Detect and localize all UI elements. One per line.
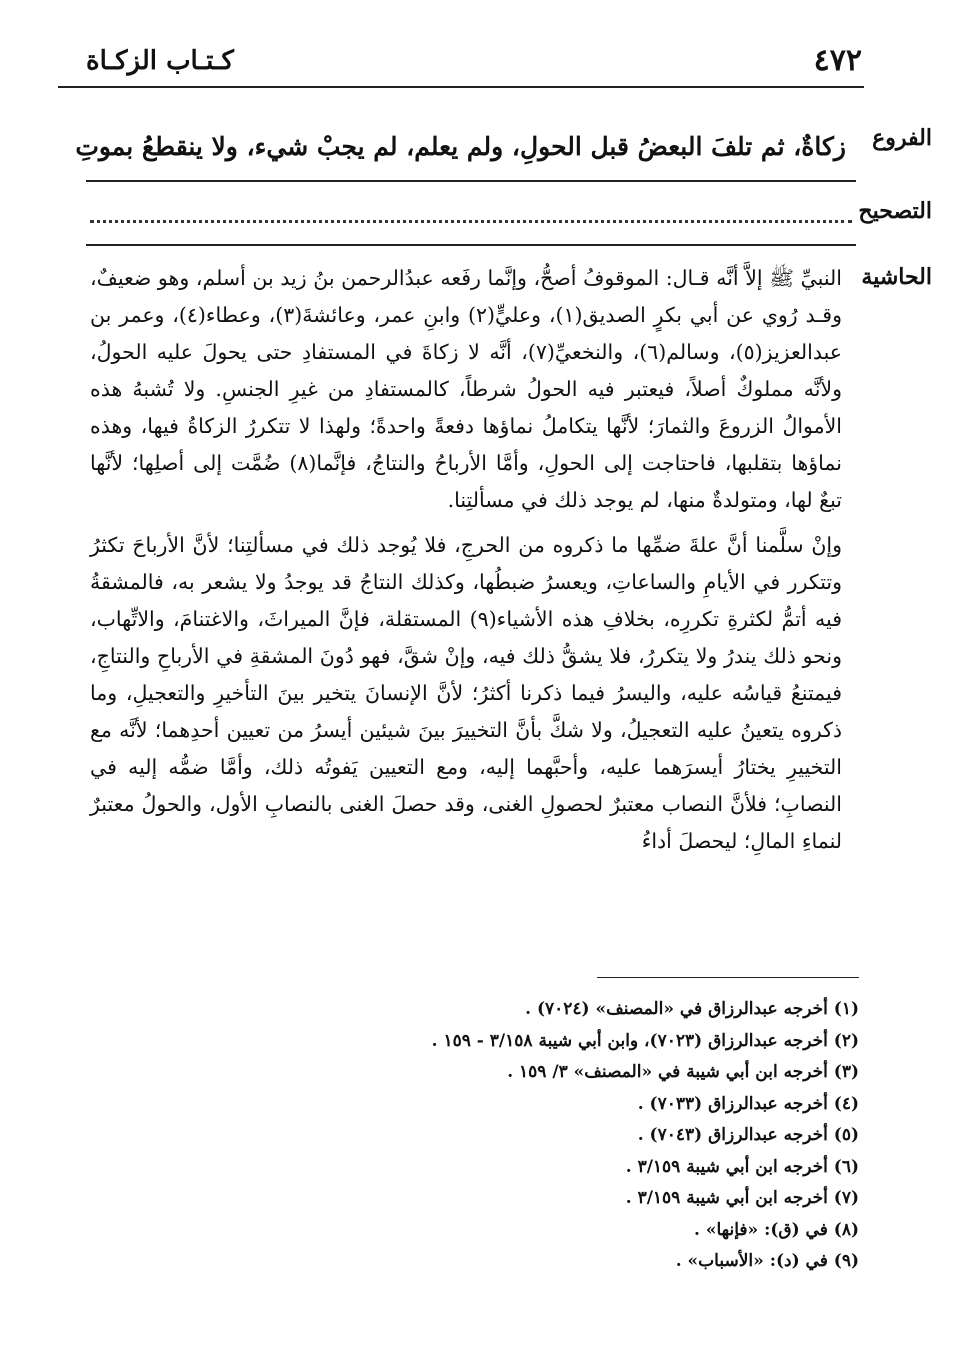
hashiya-paragraph: وإنْ سلَّمنا أنَّ علةَ ضمِّها ما ذكروه من الحرجِ، فلا يُوجد ذلك في مسألتِنا؛ لأنَّ الأرباحَ تكثرُ وتتكرر في الأيامِ والساعاتِ، ويعسرُ ضبطُها، وكذلك النتاجُ قد يوجدُ ولا يشعر به، فالمشقةُ فيه أتمُّ لكثرةِ تكررِه، بخلافِ هذه الأشياء(٩) المستقلة، فإنَّ الميراثَ، والاغتنامَ، والاتِّهاب، ونحو ذلك يندرُ ولا يتكررُ، فلا يشقُّ ذلك فيه، وإنْ شقَّ، فهو دُونَ المشقةِ في الأرباحِ والنتاجِ، فيمتنعُ قياسُه عليه، واليسرُ فيما ذكرنا أكثرُ؛ لأنَّ الإنسانَ يتخير بينَ التأخيرِ والتعجيلِ، وما ذكروه يتعينُ عليه التعجيلُ، ولا شكَّ بأنَّ التخييرَ بينَ شيئين أيسرُ من تعيين أحدِهما؛ لأنَّه مع التخييرِ يختارُ أيسرَهما عليه، وأحبَّهما إليه، ومع التعيين يَفوتُه ذلك، وأمَّا ضمُّه إليه في النصابِ؛ فلأنَّ النصاب معتبرٌ لحصولِ الغنى، وقد حصلَ الغنى بالنصابِ الأول، والحولُ معتبرٌ لنماءِ المالِ؛ ليحصلَ أداءُ	[90, 533, 842, 853]
page-header	[58, 44, 862, 80]
page-number: ٤٧٢	[813, 43, 862, 78]
footnote: (١) أخرجه عبدالرزاق في «المصنف» (٧٠٢٤) .	[525, 999, 859, 1019]
footnotes	[159, 994, 859, 1278]
hashiya-body	[90, 260, 842, 860]
footnote: (٧) أخرجه ابن أبي شيبة ٣/١٥٩ .	[625, 1188, 859, 1208]
footnote: (٥) أخرجه عبدالرزاق (٧٠٤٣) .	[637, 1125, 859, 1145]
label-tashih: التصحيح	[858, 198, 932, 224]
footnote: (٣) أخرجه ابن أبي شيبة في «المصنف» ٣/ ١٥٩ .	[507, 1062, 859, 1082]
footnote: (٤) أخرجه عبدالرزاق (٧٠٣٣) .	[637, 1093, 859, 1114]
footnote: (٩) في (د): «الأسباب» .	[675, 1251, 859, 1271]
tashih-rule	[86, 244, 856, 246]
tashih-dotted-line	[90, 200, 852, 223]
label-hashiya: الحاشية	[861, 264, 932, 290]
footnote-rule	[597, 977, 859, 978]
hashiya-paragraph: النبيِّ ﷺ إلاَّ أنَّه قـال: الموقوفُ أصحُّ، وإنَّما رفَعه عبدُالرحمن بنُ زيد بن أسلم، وهو ضعيفٌ، وقـد رُوي عن أبي بكرٍ الصديق(١)، وعليٍّ(٢) وابنِ عمر، وعائشةَ(٣)، وعطاء(٤)، وعمر بن عبدالعزيز(٥)، وسالم(٦)، والنخعيِّ(٧)، أنَّه لا زكاةَ في المستفادِ حتى يحولَ عليه الحولُ، ولأنَّه مملوكٌ أصلاً، فيعتبر فيه الحولُ شرطاً، كالمستفادِ من غيرِ الجنسِ. ولا تُشبهُ هذه الأموالُ الزروعَ والثمارَ؛ لأنَّها يتكاملُ نماؤها دفعةً واحدةً؛ ولهذا لا تتكررُ الزكاةُ فيها، وهذه نماؤها بتقلبها، فاحتاجت إلى الحولِ، وأمَّا الأرباحُ والنتاجُ، فإنَّما(٨) ضُمَّت إلى أصلِها؛ لأنَّها تبعٌ لها، ومتولدةٌ منها، لم يوجد ذلك في مسألتِنا.	[90, 266, 842, 512]
running-title: كـتـاب الزكـاة	[86, 46, 234, 76]
footnote: (٢) أخرجه عبدالرزاق (٧٠٢٣)، وابن أبي شيبة ٣/١٥٨ - ١٥٩ .	[431, 1030, 859, 1051]
label-furu: الفروع	[872, 125, 932, 151]
header-rule	[58, 86, 864, 88]
furu-rule	[86, 180, 856, 182]
footnote: (٦) أخرجه ابن أبي شيبة ٣/١٥٩ .	[625, 1156, 859, 1177]
footnote: (٨) في (ق): «فإنها» .	[694, 1219, 859, 1240]
furu-text: زكاةٌ، ثم تلفَ البعضُ قبل الحولِ، ولم يعلم، لم يجبْ شيء، ولا ينقطعُ بموتِ	[75, 132, 846, 161]
